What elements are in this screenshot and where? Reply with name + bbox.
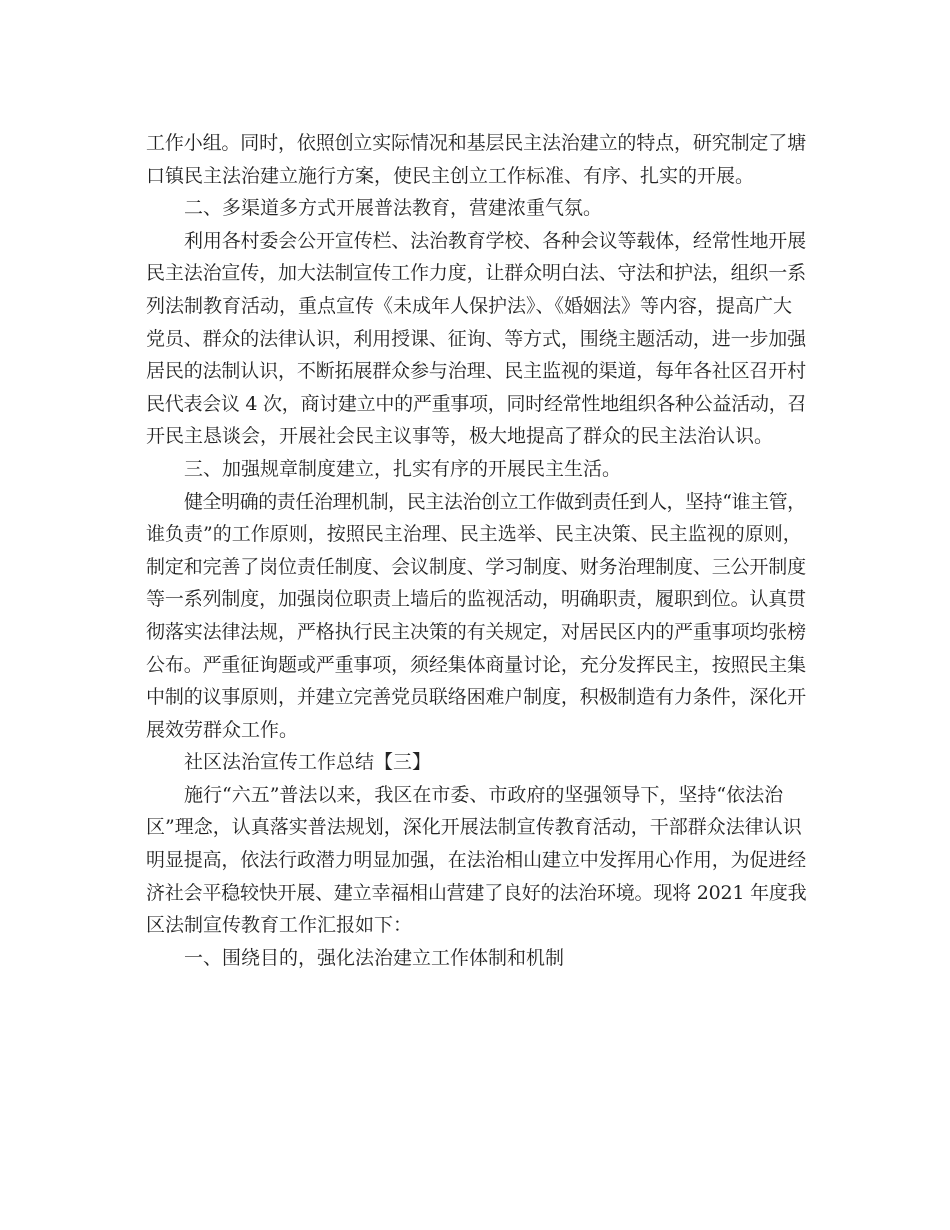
text-line: 民主法治宣传，加大法制宣传工作力度，让群众明白法、守法和护法，组织一系 bbox=[146, 262, 807, 285]
text-line: 党员、群众的法律认识，利用授课、征询、等方式，围绕主题活动，进一步加强 bbox=[146, 327, 807, 350]
text-line: 中制的议事原则，并建立完善党员联络困难户制度，积极制造有力条件，深化开 bbox=[146, 686, 807, 709]
text-line: 展效劳群众工作。 bbox=[146, 718, 299, 741]
text-line: 区”理念，认真落实普法规划，深化开展法制宣传教育活动，干部群众法律认识 bbox=[146, 816, 802, 839]
text-line: 公布。严重征询题或严重事项，须经集体商量讨论，充分发挥民主，按照民主集 bbox=[146, 653, 807, 676]
text-line: 工作小组。同时，依照创立实际情况和基层民主法治建立的特点，研究制定了塘 bbox=[146, 132, 807, 154]
text-line: 制定和完善了岗位责任制度、会议制度、学习制度、财务治理制度、三公开制度 bbox=[146, 555, 807, 578]
text-line: 等一系列制度，加强岗位职责上墙后的监视活动，明确职责，履职到位。认真贯 bbox=[146, 588, 807, 611]
text-line: 济社会平稳较快开展、建立幸福相山营建了良好的法治环境。现将 2021 年度我 bbox=[146, 881, 807, 904]
text-line: 居民的法制认识，不断拓展群众参与治理、民主监视的渠道，每年各社区召开村 bbox=[146, 360, 807, 383]
text-line: 一、围绕目的，强化法治建立工作体制和机制 bbox=[184, 946, 565, 969]
text-line: 健全明确的责任治理机制，民主法治创立工作做到责任到人，坚持“谁主管， bbox=[184, 490, 806, 513]
text-line: 谁负责”的工作原则，按照民主治理、民主选举、民主决策、民主监视的原则， bbox=[146, 523, 802, 546]
text-line: 施行“六五”普法以来，我区在市委、市政府的坚强领导下，坚持“依法治 bbox=[184, 783, 784, 806]
text-line: 利用各村委会公开宣传栏、法治教育学校、各种会议等载体，经常性地开展 bbox=[184, 229, 807, 252]
text-line: 民代表会议 4 次，商讨建立中的严重事项，同时经常性地组织各种公益活动，召 bbox=[146, 392, 807, 415]
text-line: 列法制教育活动，重点宣传《未成年人保护法》、《婚姻法》等内容，提高广大 bbox=[146, 294, 793, 317]
text-line: 开民主恳谈会，开展社会民主议事等，极大地提高了群众的民主法治认识。 bbox=[146, 425, 774, 448]
document-body bbox=[146, 127, 806, 974]
text-line: 口镇民主法治建立施行方案，使民主创立工作标准、有序、扎实的开展。 bbox=[146, 164, 755, 187]
text-line: 区法制宣传教育工作汇报如下： bbox=[146, 914, 413, 937]
text-line: 明显提高，依法行政潜力明显加强，在法治相山建立中发挥用心作用，为促进经 bbox=[146, 849, 807, 872]
text-line: 社区法治宣传工作总结【三】 bbox=[184, 751, 432, 774]
text-line: 彻落实法律法规，严格执行民主决策的有关规定，对居民区内的严重事项均张榜 bbox=[146, 620, 807, 643]
text-line: 三、加强规章制度建立，扎实有序的开展民主生活。 bbox=[184, 457, 622, 480]
text-line: 二、多渠道多方式开展普法教育，营建浓重气氛。 bbox=[184, 197, 603, 220]
